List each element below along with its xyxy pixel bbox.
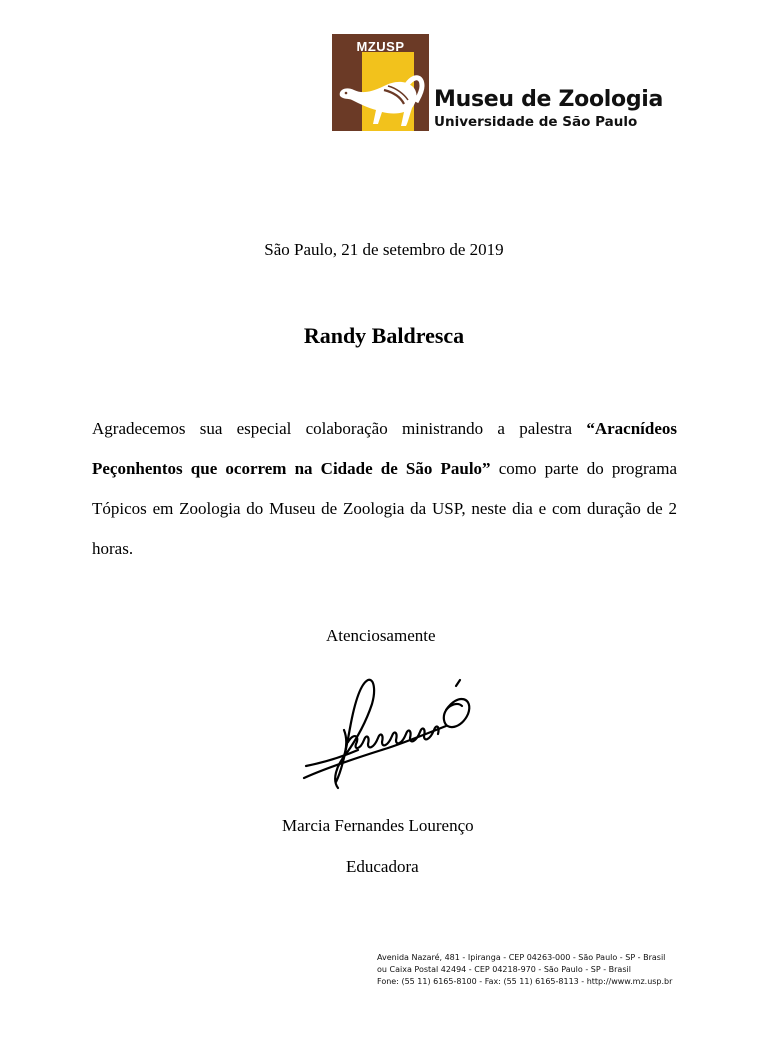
footer-line-postal-box: ou Caixa Postal 42494 - CEP 04218-970 - São Paulo - SP - Brasil xyxy=(377,965,631,974)
logo-subtitle: Universidade de São Paulo xyxy=(434,114,638,130)
signature-image xyxy=(296,670,478,804)
logo-emblem xyxy=(332,34,429,131)
closing-salutation: Atenciosamente xyxy=(326,626,436,645)
signer-name: Marcia Fernandes Lourenço xyxy=(282,816,474,835)
recipient-name: Randy Baldresca xyxy=(303,323,465,348)
logo-title: Museu de Zoologia xyxy=(434,87,664,112)
letter-date: São Paulo, 21 de setembro de 2019 xyxy=(264,240,504,259)
body-intro: Agradecemos sua especial colaboração ministrando a palestra xyxy=(92,419,587,438)
talk-title: “Aracnídeos Peçonhentos que ocorrem na Cidade de São Paulo” xyxy=(92,419,677,478)
signer-role: Educadora xyxy=(346,857,419,876)
body-outro: como parte do programa Tópicos em Zoologia do Museu de Zoologia da USP, neste dia e com duração de 2 horas. xyxy=(92,459,677,558)
footer-line-contact: Fone: (55 11) 6165-8100 - Fax: (55 11) 6165-8113 - http://www.mz.usp.br xyxy=(377,977,673,986)
museum-logo xyxy=(332,34,670,132)
footer-address xyxy=(377,952,737,988)
logo-abbreviation: MZUSP xyxy=(356,39,405,54)
footer-line-address: Avenida Nazaré, 481 - Ipiranga - CEP 04263-000 - São Paulo - SP - Brasil xyxy=(377,953,666,962)
letter-body xyxy=(92,409,677,569)
